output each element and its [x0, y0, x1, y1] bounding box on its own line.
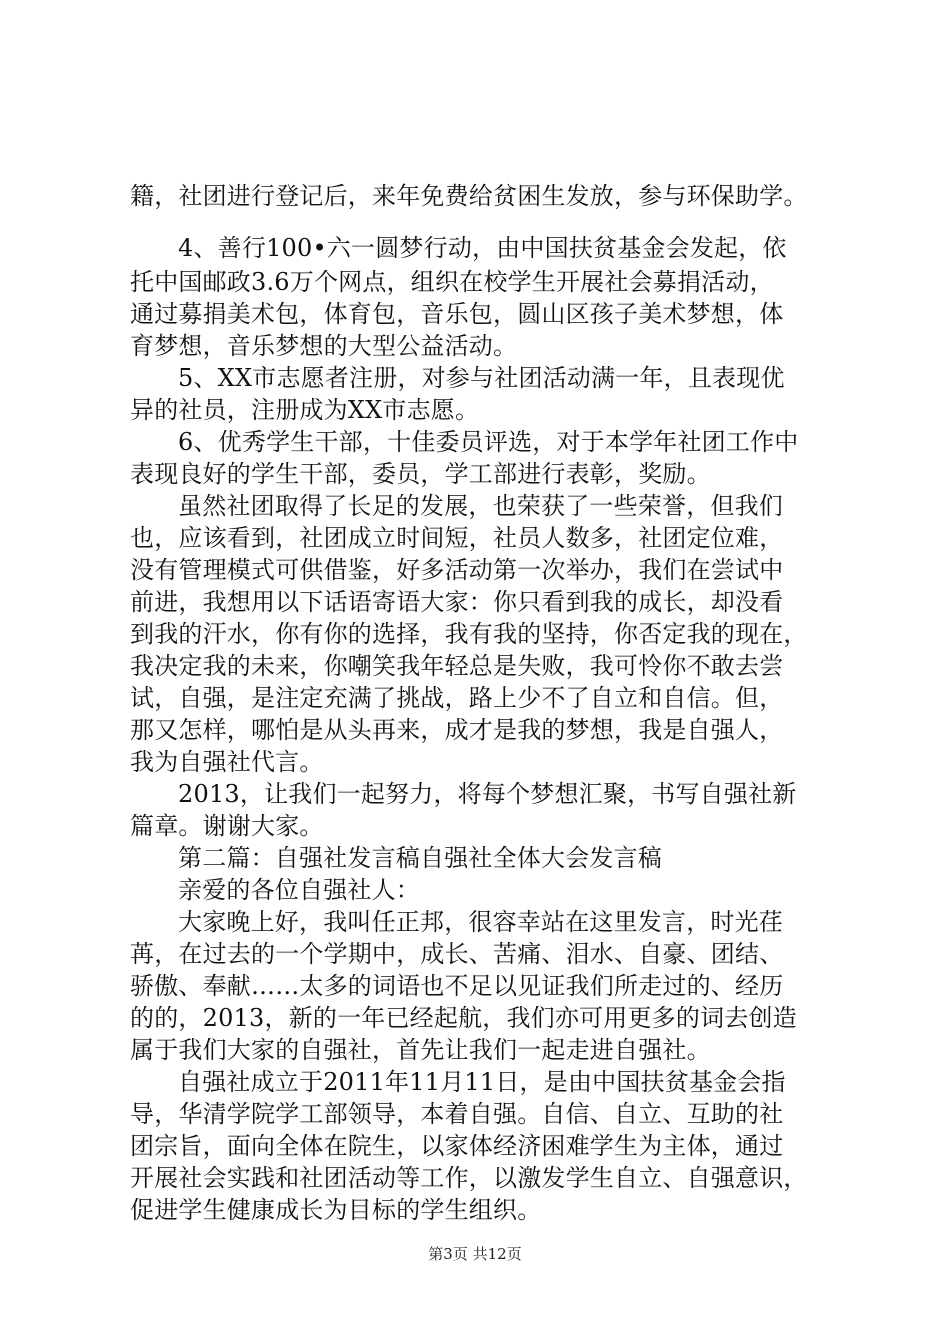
text-line: 托中国邮政3.6万个网点，组织在校学生开展社会募捐活动， [130, 268, 774, 296]
text-line: 也，应该看到，社团成立时间短，社员人数多，社团定位难， [130, 524, 784, 552]
text-line: 我为自强社代言。 [130, 748, 324, 776]
text-line: 2013，让我们一起努力，将每个梦想汇聚，书写自强社新 [178, 780, 797, 808]
text-line: 导，华清学院学工部领导，本着自强。自信、自立、互助的社 [130, 1100, 784, 1128]
text-line: 开展社会实践和社团活动等工作，以激发学生自立、自强意识， [130, 1164, 808, 1192]
text-line: 通过募捐美术包，体育包，音乐包，圆山区孩子美术梦想，体 [130, 300, 784, 328]
text-line: 苒，在过去的一个学期中，成长、苦痛、泪水、自豪、团结、 [130, 940, 784, 968]
text-line: 前进，我想用以下话语寄语大家：你只看到我的成长，却没看 [130, 588, 784, 616]
text-line: 自强社成立于2011年11月11日，是由中国扶贫基金会指 [178, 1068, 786, 1096]
section-heading: 第二篇：自强社发言稿自强社全体大会发言稿 [178, 844, 662, 872]
text-line: 的的，2013，新的一年已经起航，我们亦可用更多的词去创造 [130, 1004, 797, 1032]
text-line: 6、优秀学生干部，十佳委员评选，对于本学年社团工作中 [178, 428, 799, 456]
text-line: 到我的汗水，你有你的选择，我有我的坚持，你否定我的现在， [130, 620, 808, 648]
salutation: 亲爱的各位自强社人： [178, 876, 420, 904]
text-line: 没有管理模式可供借鉴，好多活动第一次举办，我们在尝试中 [130, 556, 784, 584]
page-footer: 第3页 共12页 [428, 1245, 522, 1263]
text-line: 5、XX市志愿者注册，对参与社团活动满一年，且表现优 [178, 364, 785, 392]
text-line: 骄傲、奉献……太多的词语也不足以见证我们所走过的、经历 [130, 972, 784, 1000]
text-line: 异的社员，注册成为XX市志愿。 [130, 396, 480, 424]
text-line: 我决定我的未来，你嘲笑我年轻总是失败，我可怜你不敢去尝 [130, 652, 784, 680]
text-line: 籍，社团进行登记后，来年免费给贫困生发放，参与环保助学。 [130, 182, 808, 210]
text-line: 试，自强，是注定充满了挑战，路上少不了自立和自信。但， [130, 684, 784, 712]
text-line: 篇章。谢谢大家。 [130, 812, 324, 840]
text-line: 大家晚上好，我叫任正邦，很容幸站在这里发言，时光荏 [178, 908, 783, 936]
text-line: 4、善行100•六一圆梦行动，由中国扶贫基金会发起，依 [178, 234, 787, 262]
text-line: 促进学生健康成长为目标的学生组织。 [130, 1196, 542, 1224]
text-line: 属于我们大家的自强社，首先让我们一起走进自强社。 [130, 1036, 711, 1064]
text-line: 育梦想，音乐梦想的大型公益活动。 [130, 332, 518, 360]
text-line: 虽然社团取得了长足的发展，也荣获了一些荣誉，但我们 [178, 492, 783, 520]
text-line: 团宗旨，面向全体在院生，以家体经济困难学生为主体，通过 [130, 1132, 784, 1160]
text-line: 表现良好的学生干部，委员，学工部进行表彰，奖励。 [130, 460, 711, 488]
text-line: 那又怎样，哪怕是从头再来，成才是我的梦想，我是自强人， [130, 716, 784, 744]
